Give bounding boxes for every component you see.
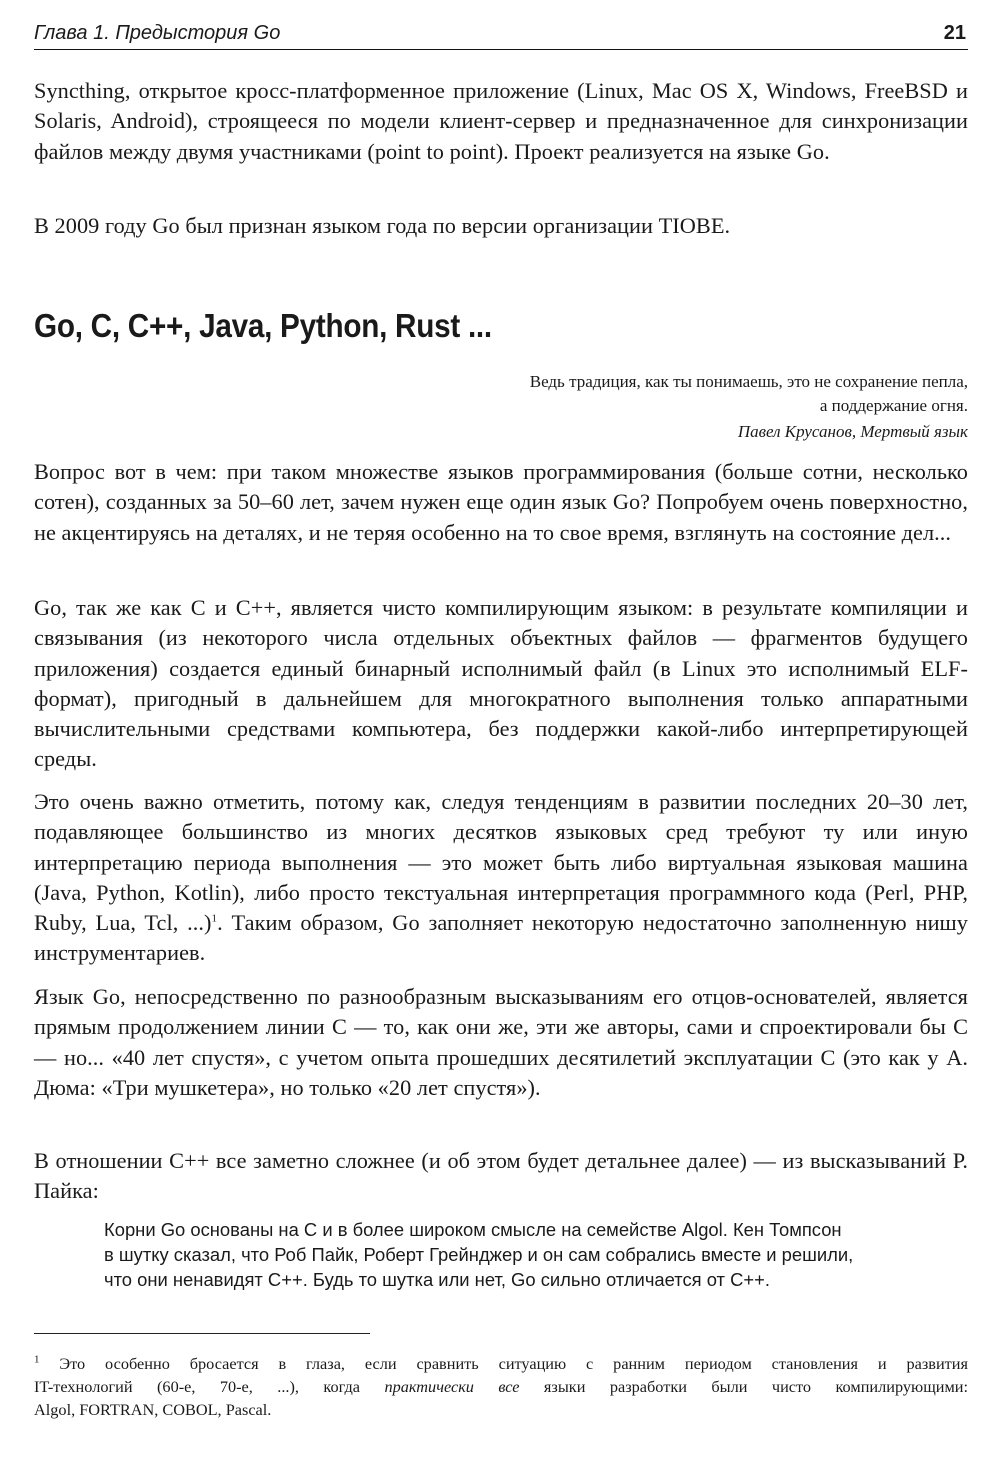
paragraph-syncthing: Syncthing, открытое кросс-платформенное приложение (Linux, Mac OS X, Windows, FreeBSD и Solaris, Android), строящееся по модели клиент-сервер и предназначенное для синхронизации файлов между двумя участниками (point to point). Проект реализуется на языке Go. [34, 78, 968, 164]
paragraph-tiobe: В 2009 году Go был признан языком года по версии организации TIOBE. [34, 213, 731, 238]
section-heading: Go, C, C++, Java, Python, Rust ... [34, 307, 492, 344]
quote-line: Корни Go основаны на C и в более широком смысле на семействе Algol. Кен Томпсон [104, 1219, 842, 1240]
paragraph-question: Вопрос вот в чем: при таком множестве языков программирования (больше сотни, несколько сотен), созданных за 50–60 лет, зачем нужен еще один язык Go? Попробуем очень поверхностно, не акцентируясь на деталях, и не теряя особенно на то свое время, взглянуть на состояние дел... [34, 459, 968, 545]
footnote-line: Algol, FORTRAN, COBOL, Pascal. [34, 1400, 272, 1419]
paragraph-cpp: В отношении C++ все заметно сложнее (и об этом будет детальнее далее) — из высказываний Р. Пайка: [34, 1148, 968, 1204]
epigraph-line: а поддержание огня. [819, 396, 968, 415]
running-header [34, 22, 968, 50]
footnote-divider [34, 1333, 370, 1334]
footnote-marker: 1 [34, 1353, 40, 1366]
paragraph-text: Это очень важно отметить, потому как, следуя тенденциям в развитии последних 20–30 лет, подавляющее большинство из многих десятков языковых сред требуют ту или иную интерпретацию периода выполнения — это может быть либо виртуальная языковая машина (Java, Python, Kotlin), либо просто текстуальная интерпретация программного кода (Perl, PHP, Ruby, Lua, Tcl, ...) [34, 789, 968, 936]
footnote-line [34, 1352, 968, 1375]
quote-line: в шутку сказал, что Роб Пайк, Роберт Грейнджер и он сам собрались вместе и решили, [104, 1244, 854, 1265]
footnote-line [34, 1375, 968, 1398]
page-number: 21 [943, 22, 966, 44]
paragraph-text: . Таким образом, Go заполняет некоторую недостаточно заполненную нишу инструментариев. [34, 910, 968, 966]
footnote-text: Это особенно бросается в глаза, если сравнить ситуацию с ранним периодом становления и развития [39, 1354, 968, 1373]
footnote-text: языки разработки были чисто компилирующими: [519, 1377, 968, 1396]
chapter-title: Глава 1. Предыстория Go [34, 22, 281, 44]
epigraph [408, 370, 968, 444]
quote-line: что они ненавидят C++. Будь то шутка или нет, Go сильно отличается от C++. [104, 1269, 770, 1290]
paragraph-c-lineage: Язык Go, непосредственно по разнообразным высказываниям его отцов-основателей, является прямым продолжением линии C — то, как они же, эти же авторы, сами и спроектировали бы C — но... «40 лет спустя», с учетом опыта прошедших десятилетий эксплуатации C (это как у А. Дюма: «Три мушкетера», но только «20 лет спустя»). [34, 984, 968, 1100]
footnote-emphasis: практически все [384, 1377, 520, 1396]
paragraph-interpretation [34, 787, 968, 969]
footnote [34, 1352, 968, 1421]
epigraph-line: Ведь традиция, как ты понимаешь, это не сохранение пепла, [529, 372, 968, 391]
block-quote [104, 1217, 970, 1292]
footnote-reference: 1 [211, 912, 218, 925]
epigraph-author: Павел Крусанов, Мертвый язык [737, 422, 968, 441]
footnote-text: IT-технологий (60-е, 70-е, ...), когда [34, 1377, 385, 1396]
paragraph-compiled-language: Go, так же как C и C++, является чисто компилирующим языком: в результате компиляции и связывания (из некоторого числа отдельных объектных файлов — фрагментов будущего приложения) создается единый бинарный исполнимый файл (в Linux это исполнимый ELF-формат), пригодный в дальнейшем для многократного выполнения только аппаратными вычислительными средствами компьютера, без поддержки какой-либо интерпретирующей среды. [34, 595, 968, 772]
